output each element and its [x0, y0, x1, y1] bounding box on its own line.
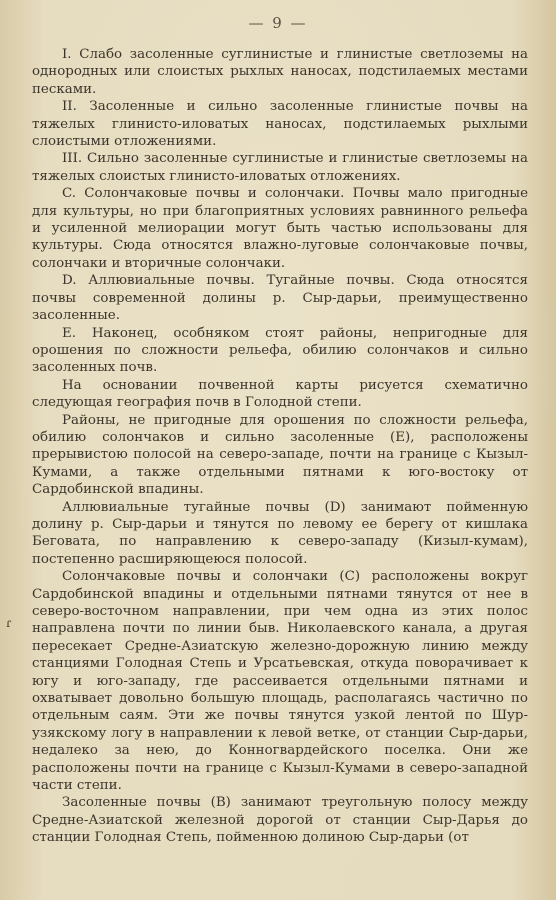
paragraph-geography-intro: На основании почвенной карты рисуется схематично следующая география почв в Голодной степи.	[32, 377, 528, 411]
paragraph-soil-class-2: II. Засоленные и сильно засоленные глинистые почвы на тяжелых глинисто-иловатых наносах, подстилаемых рыхлыми слоистыми отложениями.	[32, 99, 528, 150]
paragraph-region-e: Районы, не пригодные для орошения по сложности рельефа, обилию солончаков и сильно засоленные (E), расположены прерывистою полосой на северо-западе, почти на границе с Кызыл-Кумами, а также отдельными пятнами к юго-востоку от Сардобинской впадины.	[32, 412, 528, 498]
paragraph-solonchak-soils: C. Солончаковые почвы и солончаки. Почвы мало пригодные для культуры, но при благоприятных условиях равнинного рельефа и усиленной мелиорации могут быть частью использованы для культуры. Сюда относятся влажно-луговые солончаковые почвы, солончаки и вторичные солончаки.	[32, 186, 528, 271]
paragraph-unsuitable-areas: E. Наконец, особняком стоят районы, непригодные для орошения по сложности рельефа, обилию солончаков и сильно засоленных почв.	[32, 325, 528, 376]
paragraph-soil-class-3: III. Сильно засоленные суглинистые и глинистые светлоземы на тяжелых слоистых глинисто-иловатых отложениях.	[32, 151, 528, 184]
body-text	[32, 46, 528, 847]
paragraph-region-b: Засоленные почвы (B) занимают треугольную полосу между Средне-Азиатской железной дорогой от станции Сыр-Дарья до станции Голодная Степь, пойменною долиною Сыр-дарьи (от	[32, 795, 528, 846]
paragraph-region-d: Аллювиальные тугайные почвы (D) занимают пойменную долину р. Сыр-дарьи и тянутся по левому ее берегу от кишлака Беговата, по направлению к северо-западу (Кизыл-кумам), постепенно расширяющеюся полосой.	[32, 499, 528, 567]
paragraph-alluvial-soils: D. Аллювиальные почвы. Тугайные почвы. Сюда относятся почвы современной долины р. Сыр-дарьи, преимущественно засоленные.	[32, 273, 528, 324]
page-number: — 9 —	[248, 14, 308, 32]
paragraph-soil-class-1: I. Слабо засоленные суглинистые и глинистые светлоземы на однородных или слоистых рыхлых наносах, подстилаемых местами песками.	[32, 47, 528, 97]
paragraph-region-c: Солончаковые почвы и солончаки (C) расположены вокруг Сардобинской впадины и отдельными пятнами тянутся от нее в северо-восточном направлении, при чем одна из этих полос направлена почти по линии быв. Николаевского канала, а другая пересекает Средне-Азиатскую железно-дорожную линию между станциями Голодная Степь и Урсатьевская, откуда поворачивает к югу и юго-западу, где рассеивается отдельными пятнами и охватывает довольно большую площадь, располагаясь частично по отдельным саям. Эти же почвы тянутся узкой лентой по Шур-узякскому логу в направлении к левой ветке, от станции Сыр-дарьи, недалеко за нею, до Конногвардейского поселка. Они же расположены почти на границе с Кызыл-Кумами в северо-западной части степи.	[32, 569, 528, 794]
margin-mark: ɾ	[6, 616, 12, 630]
